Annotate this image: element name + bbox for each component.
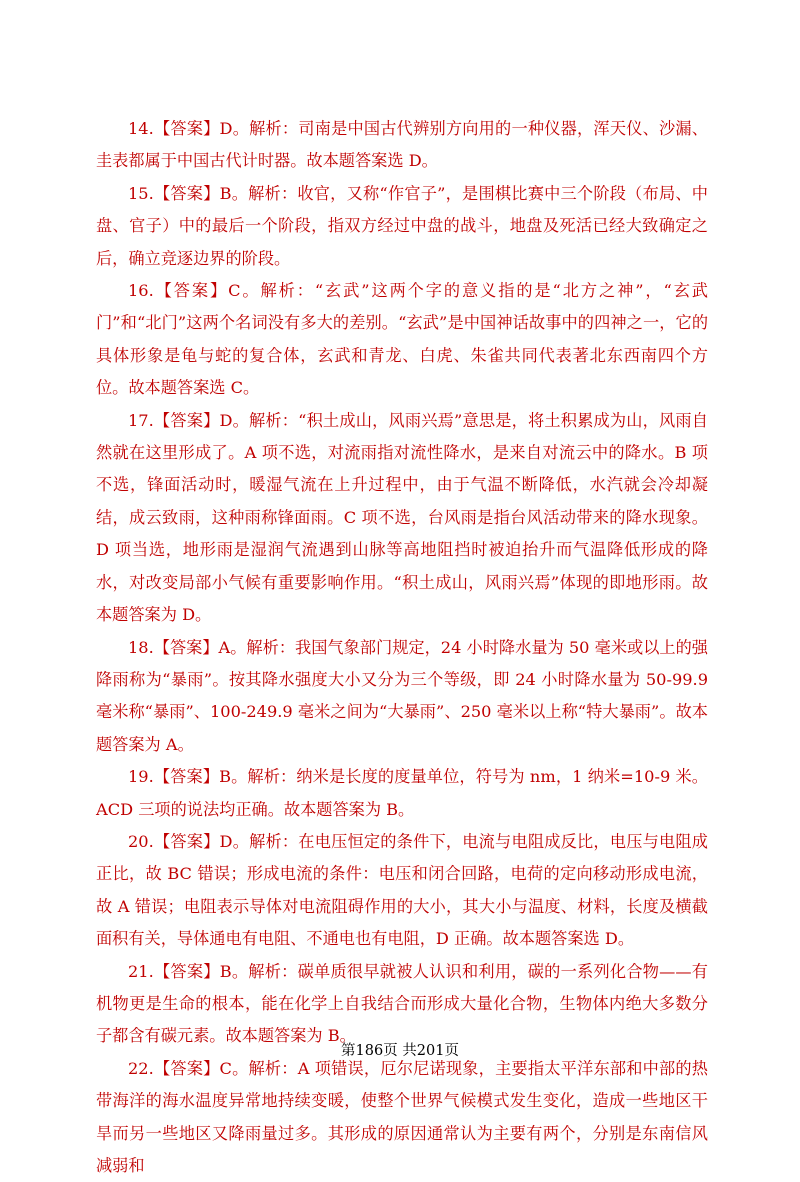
answer-paragraph-15: 15.【答案】B。解析：收官，又称“作官子”，是围棋比赛中三个阶段（布局、中盘、官子）中的最后一个阶段，指双方经过中盘的战斗，地盘及死活已经大致确定之后，确立竞逐边界的阶段。 xyxy=(96,183,708,268)
answer-paragraph-22: 22.【答案】C。解析：A 项错误，厄尔尼诺现象，主要指太平洋东部和中部的热带海洋的海水温度异常地持续变暖，使整个世界气候模式发生变化，造成一些地区干旱而另一些地区又降雨量过多。其形成的原因通常认为主要有两个，分别是东南信风减弱和 xyxy=(96,1058,708,1175)
answer-paragraph-19: 19.【答案】B。解析：纳米是长度的度量单位，符号为 nm，1 纳米=10-9 米。ACD 三项的说法均正确。故本题答案为 B。 xyxy=(96,767,708,819)
answer-paragraph-14: 14.【答案】D。解析：司南是中国古代辨别方向用的一种仪器，浑天仪、沙漏、圭表都属于中国古代计时器。故本题答案选 D。 xyxy=(96,119,708,171)
answer-paragraph-17: 17.【答案】D。解析：“积土成山，风雨兴焉”意思是，将土积累成为山，风雨自然就在这里形成了。A 项不选，对流雨指对流性降水，是来自对流云中的降水。B 项不选，锋面活动时，暖湿气流在上升过程中，由于气温不断降低，水汽就会冷却凝结，成云致雨，这种雨称锋面雨。C 项不选，台风雨是指台风活动带来的降水现象。D 项当选，地形雨是湿润气流遇到山脉等高地阻挡时被迫抬升而气温降低形成的降水，对改变局部小气候有重要影响作用。“积土成山，风雨兴焉”体现的即地形雨。故本题答案为 D。 xyxy=(96,410,708,625)
answer-paragraph-20: 20.【答案】D。解析：在电压恒定的条件下，电流与电阻成反比，电压与电阻成正比，故 BC 错误；形成电流的条件：电压和闭合回路，电荷的定向移动形成电流，故 A 错误；电阻表示导体对电流阻碍作用的大小，其大小与温度、材料，长度及横截面积有关，导体通电有电阻、不通电也有电阻，D 正确。故本题答案选 D。 xyxy=(96,831,708,949)
answer-paragraph-21: 21.【答案】B。解析：碳单质很早就被人认识和利用，碳的一系列化合物——有机物更是生命的根本，能在化学上自我结合而形成大量化合物，生物体内绝大多数分子都含有碳元素。故本题答案为 B。 xyxy=(96,961,708,1046)
answer-paragraph-16: 16.【答案】C。解析：“玄武”这两个字的意义指的是“北方之神”，“玄武门”和“北门”这两个名词没有多大的差别。“玄武”是中国神话故事中的四神之一，它的具体形象是龟与蛇的复合体，玄武和青龙、白虎、朱雀共同代表著北东西南四个方位。故本题答案选 C。 xyxy=(96,281,708,398)
page-number-footer: 第186页 共201页 xyxy=(341,1043,459,1059)
answer-explanations xyxy=(96,113,708,1182)
answer-paragraph-18: 18.【答案】A。解析：我国气象部门规定，24 小时降水量为 50 毫米或以上的强降雨称为“暴雨”。按其降水强度大小又分为三个等级，即 24 小时降水量为 50-99.9 毫米称“暴雨”、100-249.9 毫米之间为“大暴雨”、250 毫米以上称“特大暴雨”。故本题答案为 A。 xyxy=(96,637,708,754)
